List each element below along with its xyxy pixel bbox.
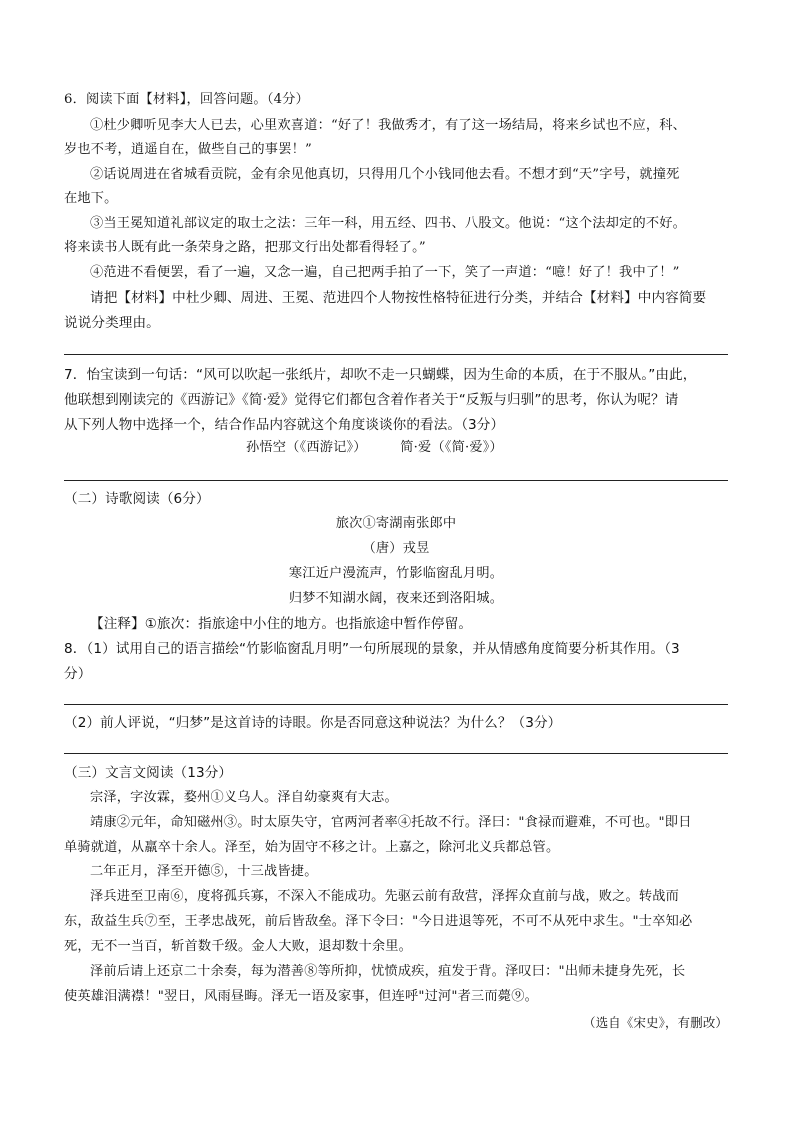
q6-material-1-line-1: ①杜少卿听见李大人已去，心里欢喜道：“好了！我做秀才，有了这一场结局，将来乡试也不应，科、 <box>90 118 686 133</box>
classical-paragraph-4-line-1: 泽兵进至卫南⑥，度将孤兵寡，不深入不能成功。先驱云前有敌营，泽挥众直前与战，败之。转战而 <box>90 889 680 904</box>
poem-title: 旅次①寄湖南张郎中 <box>335 516 457 531</box>
answer-line <box>64 480 728 481</box>
answer-line <box>64 753 728 754</box>
q6-prompt-line-1: 请把【材料】中杜少卿、周进、王冕、范进四个人物按性格特征进行分类，并结合【材料】中内容简要 <box>90 290 707 306</box>
poem-line-2: 归梦不知湖水阔，夜来还到洛阳城。 <box>288 591 504 606</box>
classical-paragraph-4-line-3: 死，无不一当百，斩首数千级。金人大败，退却数十余里。 <box>64 939 413 954</box>
source-citation: （选自《宋史》，有删改） <box>583 1015 728 1030</box>
q6-material-2-line-2: 在地下。 <box>64 191 118 206</box>
classical-paragraph-1: 宗泽，字汝霖，婺州①义乌人。泽自幼豪爽有大志。 <box>90 790 398 805</box>
classical-section-heading: （三）文言文阅读（13分） <box>64 765 233 781</box>
classical-paragraph-3: 二年正月，泽至开德⑤，十三战皆捷。 <box>90 864 318 879</box>
classical-paragraph-5-line-1: 泽前后请上还京二十余奏，每为潜善⑧等所抑，忧愤成疾，疽发于背。泽叹曰："出师未捷身先死，长 <box>90 964 686 979</box>
classical-paragraph-2-line-2: 单骑就道，从羸卒十余人。泽至，始为固守不移之计。上嘉之，除河北义兵都总管。 <box>64 840 560 855</box>
q6-material-3-line-2: 将来读书人既有此一条荣身之路，把那文行出处都看得轻了。” <box>64 240 426 255</box>
classical-paragraph-2-line-1: 靖康②元年，命知磁州③。时太原失守，官两河者率④托故不行。泽曰："食禄而避难，不可也。"即日 <box>90 815 692 830</box>
q8-part1-line-2: 分） <box>64 666 92 682</box>
poem-author: （唐）戎昱 <box>362 541 430 556</box>
q8-part2: （2）前人评说，“归梦”是这首诗的诗眼。你是否同意这种说法？为什么？（3分） <box>64 715 562 731</box>
q6-material-3-line-1: ③当王冕知道礼部议定的取士之法：三年一科，用五经、四书、八股文。他说：“这个法却定的不好。 <box>90 216 686 231</box>
classical-paragraph-5-line-2: 使英雄泪满襟！"翌日，风雨昼晦。泽无一语及家事，但连呼"过河"者三而薨⑨。 <box>64 989 538 1004</box>
q7-line-1: 7．怡宝读到一句话：“风可以吹起一张纸片，却吹不走一只蝴蝶，因为生命的本质，在于不服从。”由此， <box>64 367 697 383</box>
q6-material-2-line-1: ②话说周进在省城看贡院，金有余见他真切，只得用几个小钱同他去看。不想才到“天”字号，就撞死 <box>90 167 680 182</box>
poem-annotation: 【注释】①旅次：指旅途中小住的地方。也指旅途中暂作停留。 <box>90 616 473 632</box>
q8-part1-line-1: 8．（1）试用自己的语言描绘“竹影临窗乱月明”一句所展现的景象，并从情感角度简要分析其作用。（3 <box>64 641 680 657</box>
poem-line-1: 寒江近户漫流声，竹影临窗乱月明。 <box>288 566 504 581</box>
classical-paragraph-4-line-2: 东，敌益生兵⑦至，王孝忠战死，前后皆敌垒。泽下令曰："今日进退等死，不可不从死中求生。"士卒知必 <box>64 914 693 929</box>
poetry-section-heading: （二）诗歌阅读（6分） <box>64 491 210 507</box>
q7-line-3: 从下列人物中选择一个，结合作品内容就这个角度谈谈你的看法。（3分） <box>64 417 505 433</box>
q6-prompt-line-2: 说说分类理由。 <box>64 315 160 331</box>
q7-character-choices: 孙悟空（《西游记》） 简·爱（《简·爱》） <box>246 440 503 455</box>
answer-line <box>64 354 728 355</box>
answer-line <box>64 704 728 705</box>
q7-line-2: 他联想到刚读完的《西游记》《简·爱》觉得它们都包含着作者关于“反叛与归驯”的思考，你认为呢？请 <box>64 392 679 408</box>
q6-title: 6．阅读下面【材料】，回答问题。（4分） <box>64 92 309 107</box>
q6-material-4-line-1: ④范进不看便罢，看了一遍，又念一遍，自己把两手拍了一下，笑了一声道：“噫！好了！我中了！” <box>90 265 680 280</box>
q6-material-1-line-2: 岁也不考，逍遥自在，做些自己的事罢！” <box>64 142 312 157</box>
